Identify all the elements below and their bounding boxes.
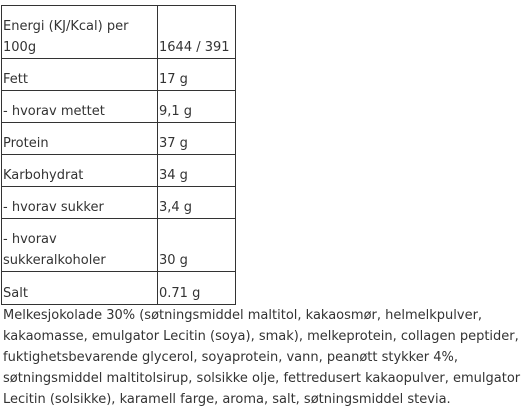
nutrition-label: - hvorav mettet [2,91,158,123]
nutrition-row-fat [2,59,236,91]
nutrition-value: 17 g [158,59,236,91]
nutrition-label: - hvorav sukker [2,187,158,219]
nutrition-label: Energi (KJ/Kcal) per 100g [2,6,158,59]
nutrition-value: 30 g [158,219,236,272]
ingredients-text: Melkesjokolade 30% (søtningsmiddel maltitol, kakaosmør, helmelkpulver, kakaomasse, emulgator Lecitin (soya), smak), melkeprotein, collagen peptider, fuktighetsbevarende glycerol, soyaprotein, vann, peanøtt stykker 4%, søtningsmiddel maltitolsirup, solsikke olje, fettredusert kakaopulver, emulgator Lecitin (solsikke), karamell farge, aroma, salt, søtningsmiddel stevia. [3,308,521,407]
nutrition-table [1,5,236,305]
nutrition-label: Protein [2,123,158,155]
nutrition-value: 34 g [158,155,236,187]
nutrition-value: 9,1 g [158,91,236,123]
nutrition-value: 0.71 g [158,272,236,305]
nutrition-row-salt [2,272,236,305]
nutrition-row-carbohydrate [2,155,236,187]
nutrition-label: - hvorav sukkeralkoholer [2,219,158,272]
nutrition-row-sugar [2,187,236,219]
nutrition-row-energy [2,6,236,59]
nutrition-row-saturated-fat [2,91,236,123]
nutrition-value: 37 g [158,123,236,155]
nutrition-value: 3,4 g [158,187,236,219]
nutrition-label: Fett [2,59,158,91]
nutrition-row-sugar-alcohols [2,219,236,272]
nutrition-label: Karbohydrat [2,155,158,187]
nutrition-label: Salt [2,272,158,305]
nutrition-value: 1644 / 391 [158,6,236,59]
nutrition-row-protein [2,123,236,155]
